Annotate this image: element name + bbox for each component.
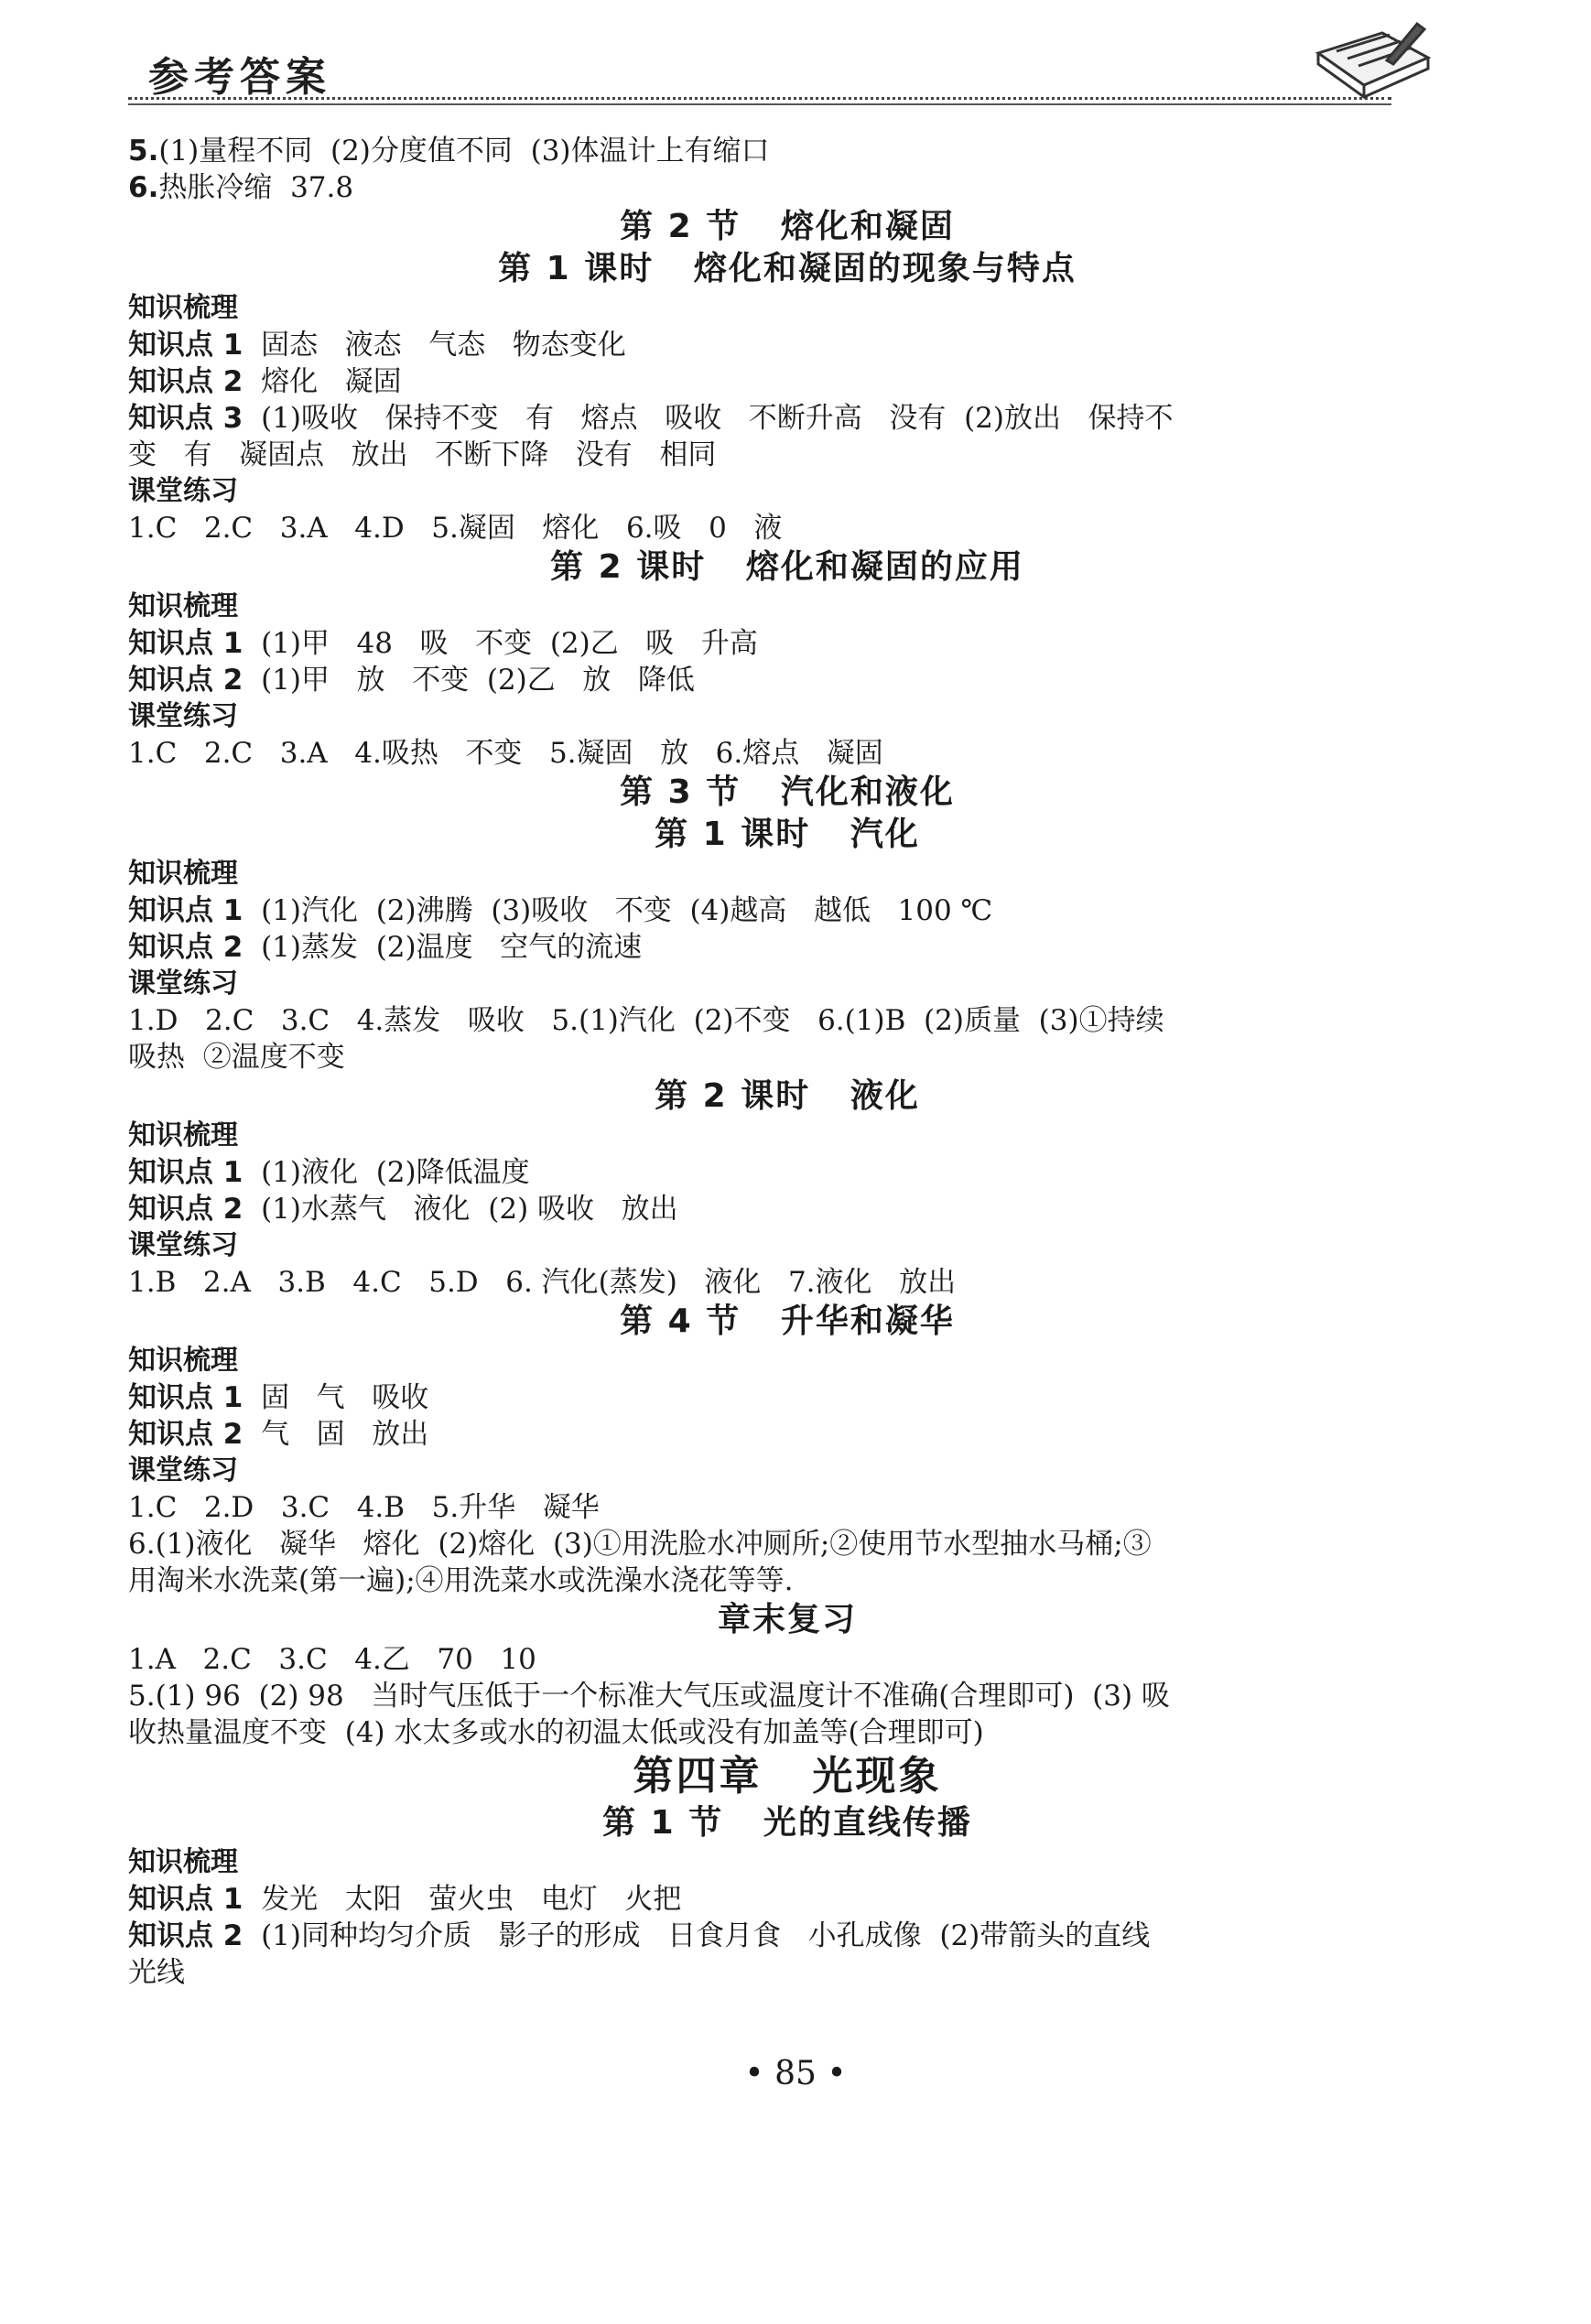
knowledge-point-line (128, 1191, 1446, 1227)
knowledge-point-line (128, 662, 1446, 698)
answer-line (128, 1526, 1446, 1562)
answer-line (128, 510, 1446, 546)
answer-text: 1.C 2.C 3.A 4.吸热 不变 5.凝固 放 6.熔点 凝固 (128, 737, 883, 770)
knowledge-point-line (128, 1881, 1446, 1918)
answer-text: 1.D 2.C 3.C 4.蒸发 吸收 5.(1)汽化 (2)不变 6.(1)B (2)质量 (3)①持续 (128, 1004, 1164, 1037)
answer-content (128, 133, 1446, 1991)
answer-line (128, 1002, 1446, 1039)
answer-text: (1)甲 48 吸 不变 (2)乙 吸 升高 (243, 627, 758, 660)
subsection-label: 知识梳理 (128, 1119, 238, 1151)
answer-text: (1)同种均匀介质 影子的形成 日食月食 小孔成像 (2)带箭头的直线 (243, 1919, 1151, 1952)
subsection-label: 课堂练习 (128, 967, 238, 1000)
subsection-label: 知识梳理 (128, 858, 238, 890)
answer-line (128, 1641, 1446, 1678)
knowledge-point-label: 知识点 1 (128, 894, 244, 927)
knowledge-point-label: 知识点 1 (128, 1381, 244, 1414)
header-rule (128, 103, 1391, 105)
answer-text: 1.B 2.A 3.B 4.C 5.D 6. 汽化(蒸发) 液化 7.液化 放出 (128, 1266, 957, 1299)
answer-text: (1)量程不同 (2)分度值不同 (3)体温计上有缩口 (158, 135, 770, 168)
subsection-label: 课堂练习 (128, 475, 238, 507)
answer-text: 光线 (128, 1956, 185, 1989)
subsection-label: 知识梳理 (128, 292, 238, 324)
answer-line (128, 1562, 1446, 1599)
knowledge-point-label: 知识点 2 (128, 664, 244, 697)
answer-text: (1)蒸发 (2)温度 空气的流速 (243, 931, 643, 964)
answer-line (128, 1489, 1446, 1526)
section-heading: 第 1 课时 汽化 (655, 816, 920, 853)
answer-text: 发光 太阳 萤火虫 电灯 火把 (243, 1883, 682, 1916)
answer-text: 吸热 ②温度不变 (128, 1041, 345, 1074)
answer-line (128, 1678, 1446, 1714)
knowledge-point-line (128, 400, 1446, 437)
answer-text: 1.A 2.C 3.C 4.乙 70 10 (128, 1643, 536, 1676)
subsection-label: 课堂练习 (128, 1229, 238, 1261)
answer-line (128, 133, 1446, 169)
section-heading: 第 2 课时 液化 (655, 1077, 920, 1115)
section-heading: 第 2 课时 熔化和凝固的应用 (550, 548, 1024, 586)
knowledge-point-line (128, 625, 1446, 662)
answer-text: (1)甲 放 不变 (2)乙 放 降低 (243, 664, 695, 697)
answer-text: 热胀冷缩 37.8 (158, 171, 354, 204)
header-dotted-rule (128, 97, 1391, 100)
answer-text: 6.(1)液化 凝华 熔化 (2)熔化 (3)①用洗脸水冲厕所;②使用节水型抽水马桶;③ (128, 1528, 1152, 1561)
answer-text: (1)水蒸气 液化 (2) 吸收 放出 (243, 1193, 678, 1226)
knowledge-point-label: 知识点 2 (128, 1418, 244, 1451)
subsection-label: 课堂练习 (128, 700, 238, 732)
answer-text: 变 有 凝固点 放出 不断下降 没有 相同 (128, 438, 717, 471)
knowledge-point-line (128, 1416, 1446, 1453)
knowledge-point-label: 知识点 1 (128, 627, 244, 660)
knowledge-point-line (128, 929, 1446, 966)
subsection-label: 知识梳理 (128, 590, 238, 622)
knowledge-point-line (128, 363, 1446, 400)
answer-text: 1.C 2.D 3.C 4.B 5.升华 凝华 (128, 1491, 600, 1524)
page-number: • 85 • (744, 2055, 847, 2092)
question-number: 6. (128, 171, 159, 204)
subsection-label: 课堂练习 (128, 1454, 238, 1486)
answer-text: 气 固 放出 (243, 1418, 429, 1451)
answer-text: 固 气 吸收 (243, 1381, 429, 1414)
chapter-heading: 第四章 光现象 (633, 1753, 942, 1800)
section-heading: 第 1 课时 熔化和凝固的现象与特点 (498, 250, 1077, 287)
header-title: 参考答案 (148, 54, 331, 101)
knowledge-point-line (128, 327, 1446, 363)
answer-line (128, 1264, 1446, 1301)
knowledge-point-line (128, 1379, 1446, 1416)
answer-text: (1)汽化 (2)沸腾 (3)吸收 不变 (4)越高 越低 100 ℃ (243, 894, 993, 927)
knowledge-point-label: 知识点 3 (128, 402, 244, 435)
answer-text: (1)液化 (2)降低温度 (243, 1156, 530, 1189)
answer-text: 固态 液态 气态 物态变化 (243, 329, 626, 362)
knowledge-point-label: 知识点 1 (128, 329, 244, 362)
knowledge-point-line (128, 892, 1446, 929)
section-heading: 第 4 节 升华和凝华 (620, 1303, 955, 1340)
knowledge-point-label: 知识点 1 (128, 1156, 244, 1189)
subsection-label: 知识梳理 (128, 1345, 238, 1377)
section-heading: 章末复习 (717, 1601, 857, 1638)
answer-line (128, 437, 1446, 473)
answer-text: 5.(1) 96 (2) 98 当时气压低于一个标准大气压或温度计不准确(合理即可) (3) 吸 (128, 1680, 1170, 1713)
notebook-pencil-icon (1300, 16, 1437, 103)
answer-line (128, 1714, 1446, 1751)
answer-line (128, 1954, 1446, 1991)
knowledge-point-label: 知识点 2 (128, 1193, 244, 1226)
section-heading: 第 2 节 熔化和凝固 (620, 208, 955, 245)
knowledge-point-label: 知识点 2 (128, 931, 244, 964)
knowledge-point-label: 知识点 2 (128, 365, 244, 398)
answer-text: 熔化 凝固 (243, 365, 402, 398)
answer-text: (1)吸收 保持不变 有 熔点 吸收 不断升高 没有 (2)放出 保持不 (243, 402, 1174, 435)
section-heading: 第 1 节 光的直线传播 (602, 1804, 972, 1842)
section-heading: 第 3 节 汽化和液化 (620, 773, 955, 811)
answer-text: 1.C 2.C 3.A 4.D 5.凝固 熔化 6.吸 0 液 (128, 512, 783, 545)
answer-line (128, 1039, 1446, 1076)
page-header (128, 16, 1437, 103)
question-number: 5. (128, 135, 159, 168)
knowledge-point-line (128, 1918, 1446, 1954)
answer-line (128, 169, 1446, 206)
answer-text: 用淘米水洗菜(第一遍);④用洗菜水或洗澡水浇花等等. (128, 1564, 794, 1597)
answer-text: 收热量温度不变 (4) 水太多或水的初温太低或没有加盖等(合理即可) (128, 1716, 984, 1749)
subsection-label: 知识梳理 (128, 1846, 238, 1878)
answer-line (128, 735, 1446, 772)
knowledge-point-line (128, 1154, 1446, 1191)
knowledge-point-label: 知识点 2 (128, 1919, 244, 1952)
knowledge-point-label: 知识点 1 (128, 1883, 244, 1916)
